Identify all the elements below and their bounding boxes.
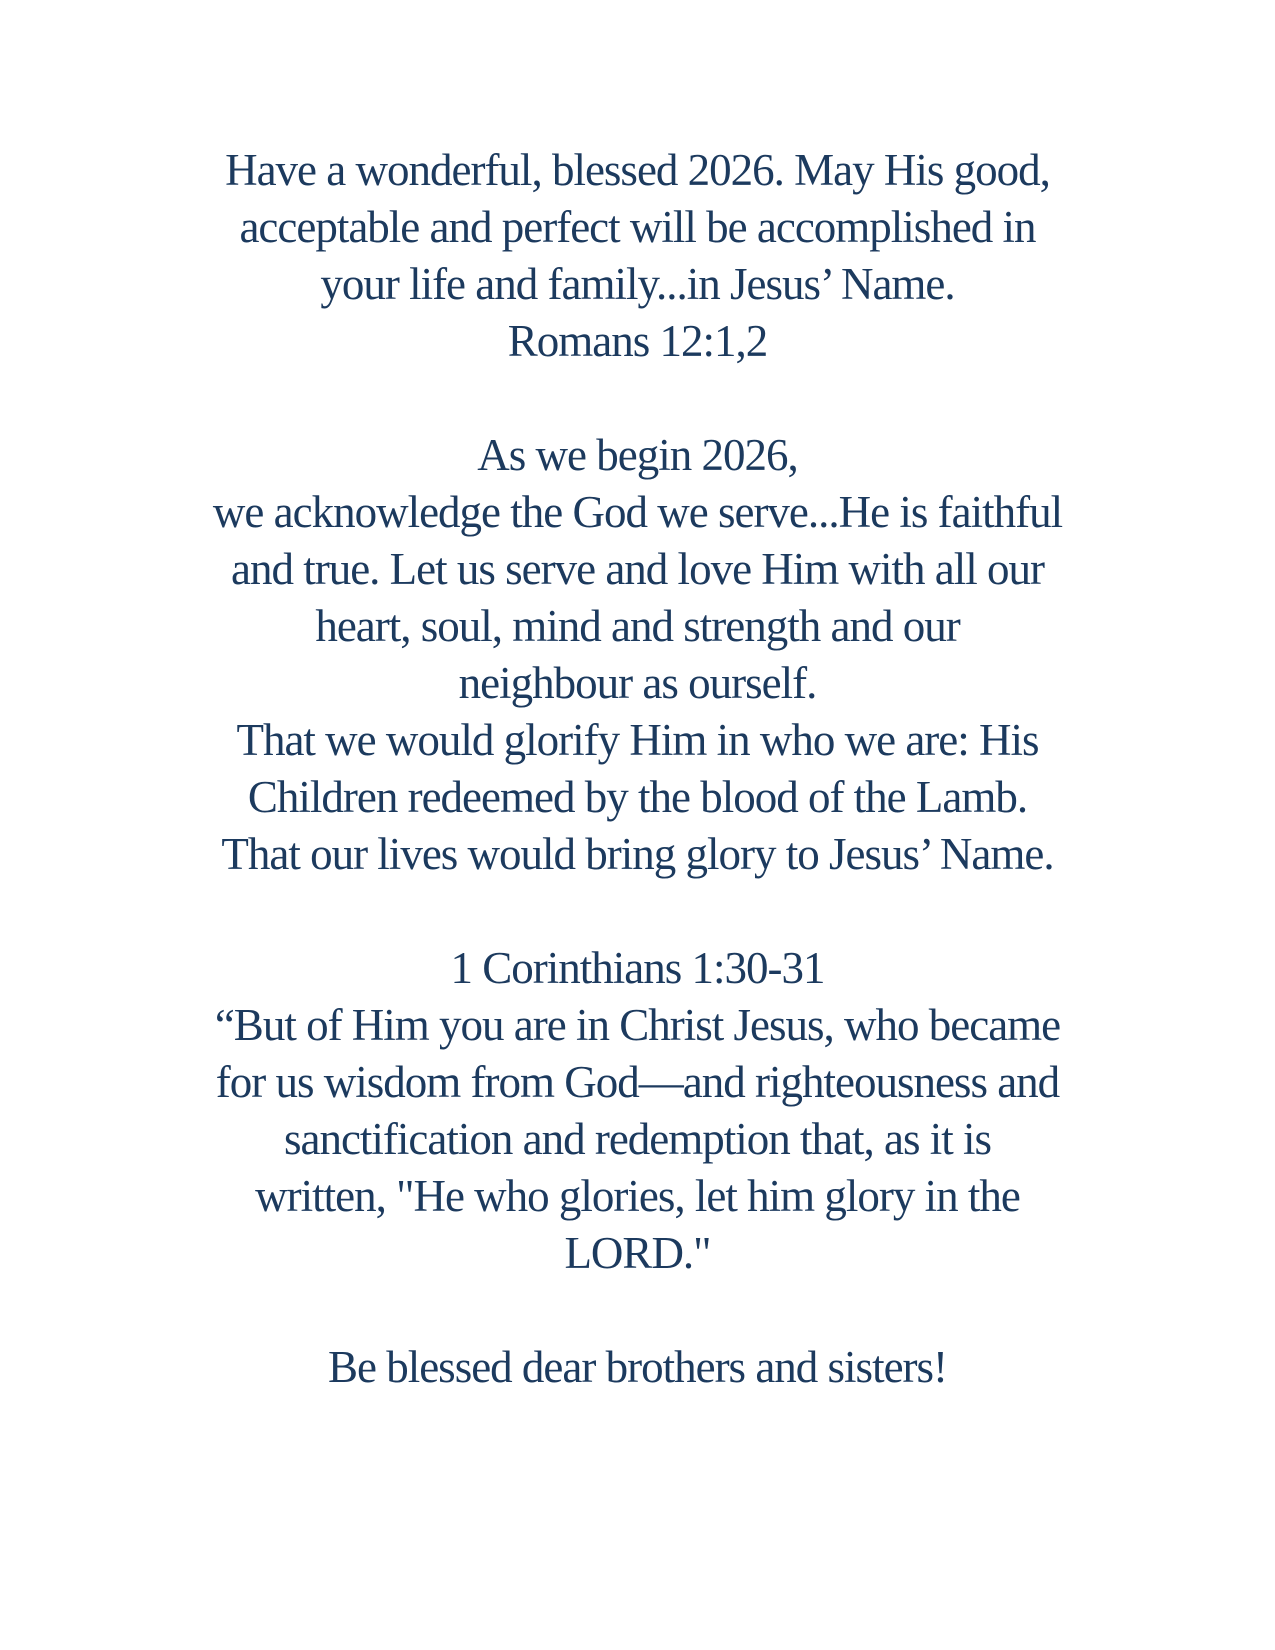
text-line: That we would glorify Him in who we are: His — [236, 715, 1039, 765]
text-line: “But of Him you are in Christ Jesus, who became — [214, 1000, 1061, 1050]
paragraph-closing — [88, 1339, 1188, 1396]
text-line: Have a wonderful, blessed 2026. May His good, — [225, 145, 1050, 195]
text-line: we acknowledge the God we serve...He is faithful — [212, 487, 1063, 537]
paragraph-blessing — [88, 142, 1188, 370]
text-line: neighbour as ourself. — [458, 658, 817, 708]
text-line: That our lives would bring glory to Jesus’ Name. — [221, 829, 1054, 879]
paragraph-corinthians — [88, 940, 1188, 1282]
scripture-reference: 1 Corinthians 1:30-31 — [450, 943, 825, 993]
paragraph-new-year — [88, 427, 1188, 883]
text-line: Be blessed dear brothers and sisters! — [327, 1342, 948, 1392]
scripture-reference: Romans 12:1,2 — [507, 316, 768, 366]
text-line: heart, soul, mind and strength and our — [315, 601, 960, 651]
text-line: your life and family...in Jesus’ Name. — [320, 259, 955, 309]
text-line: for us wisdom from God—and righteousness and — [215, 1057, 1060, 1107]
text-line: LORD." — [564, 1228, 711, 1278]
text-line: acceptable and perfect will be accomplished in — [239, 202, 1036, 252]
text-line: As we begin 2026, — [477, 430, 798, 480]
text-line: and true. Let us serve and love Him with all our — [230, 544, 1045, 594]
text-line: sanctification and redemption that, as it is — [283, 1114, 992, 1164]
document-body — [88, 0, 1188, 1396]
text-line: written, "He who glories, let him glory in the — [255, 1171, 1020, 1221]
text-line: Children redeemed by the blood of the Lamb. — [247, 772, 1028, 822]
